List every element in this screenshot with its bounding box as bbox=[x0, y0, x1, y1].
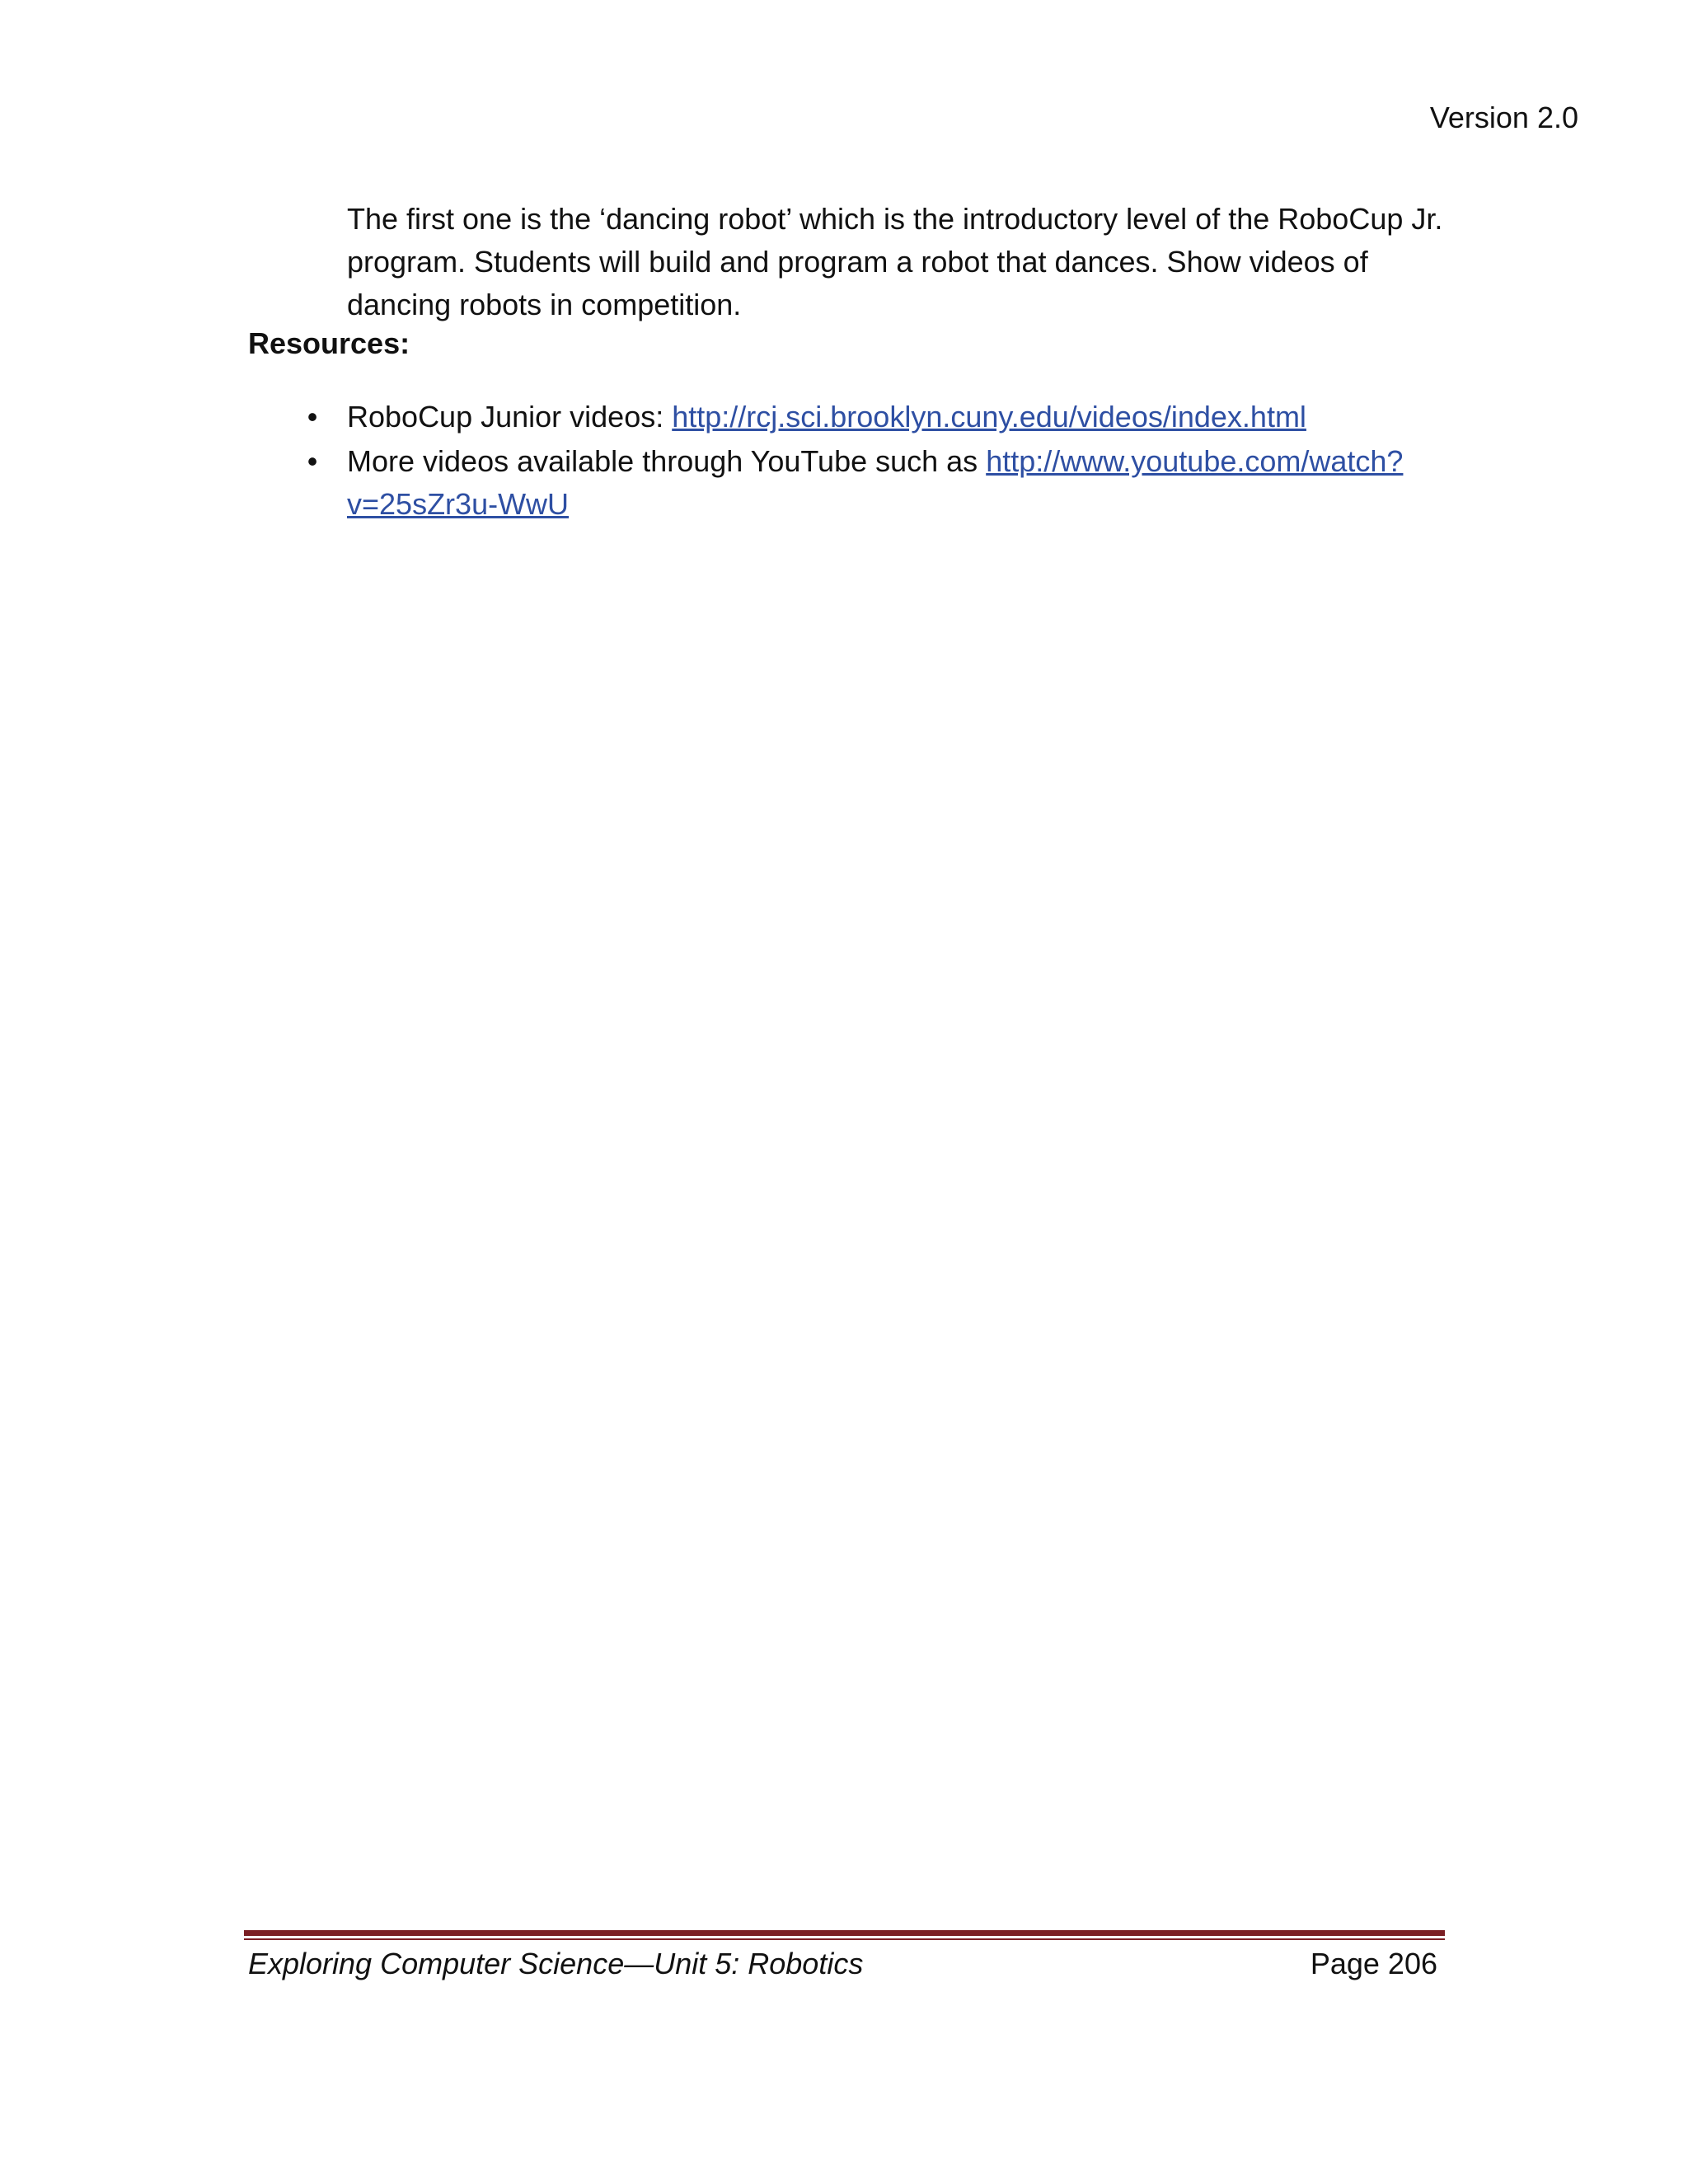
list-item bbox=[248, 396, 1443, 438]
resources-heading: Resources: bbox=[248, 326, 410, 360]
version-label: Version 2.0 bbox=[1429, 101, 1578, 134]
resources-list bbox=[248, 396, 1443, 527]
robocup-videos-link[interactable]: http://rcj.sci.brooklyn.cuny.edu/videos/index.html bbox=[672, 400, 1306, 434]
resource-text: More videos available through YouTube such as bbox=[347, 444, 987, 478]
youtube-video-link[interactable]: http://www.youtube.com/watch?v=25sZr3u-WwU bbox=[347, 444, 1404, 521]
intro-paragraph: The first one is the ‘dancing robot’ which is the introductory level of the RoboCup Jr. program. Students will build and program a robot that dances. Show videos of dancing robots in competition. bbox=[347, 202, 1443, 321]
footer-divider-thin bbox=[244, 1938, 1445, 1940]
footer-divider bbox=[244, 1930, 1445, 1936]
resource-text: RoboCup Junior videos: bbox=[347, 400, 673, 434]
list-item bbox=[248, 440, 1443, 526]
bullet-icon: • bbox=[307, 444, 318, 478]
bullet-icon: • bbox=[307, 400, 318, 434]
page-number: Page 206 bbox=[1310, 1947, 1437, 1980]
footer-title: Exploring Computer Science—Unit 5: Robotics bbox=[248, 1947, 864, 1980]
